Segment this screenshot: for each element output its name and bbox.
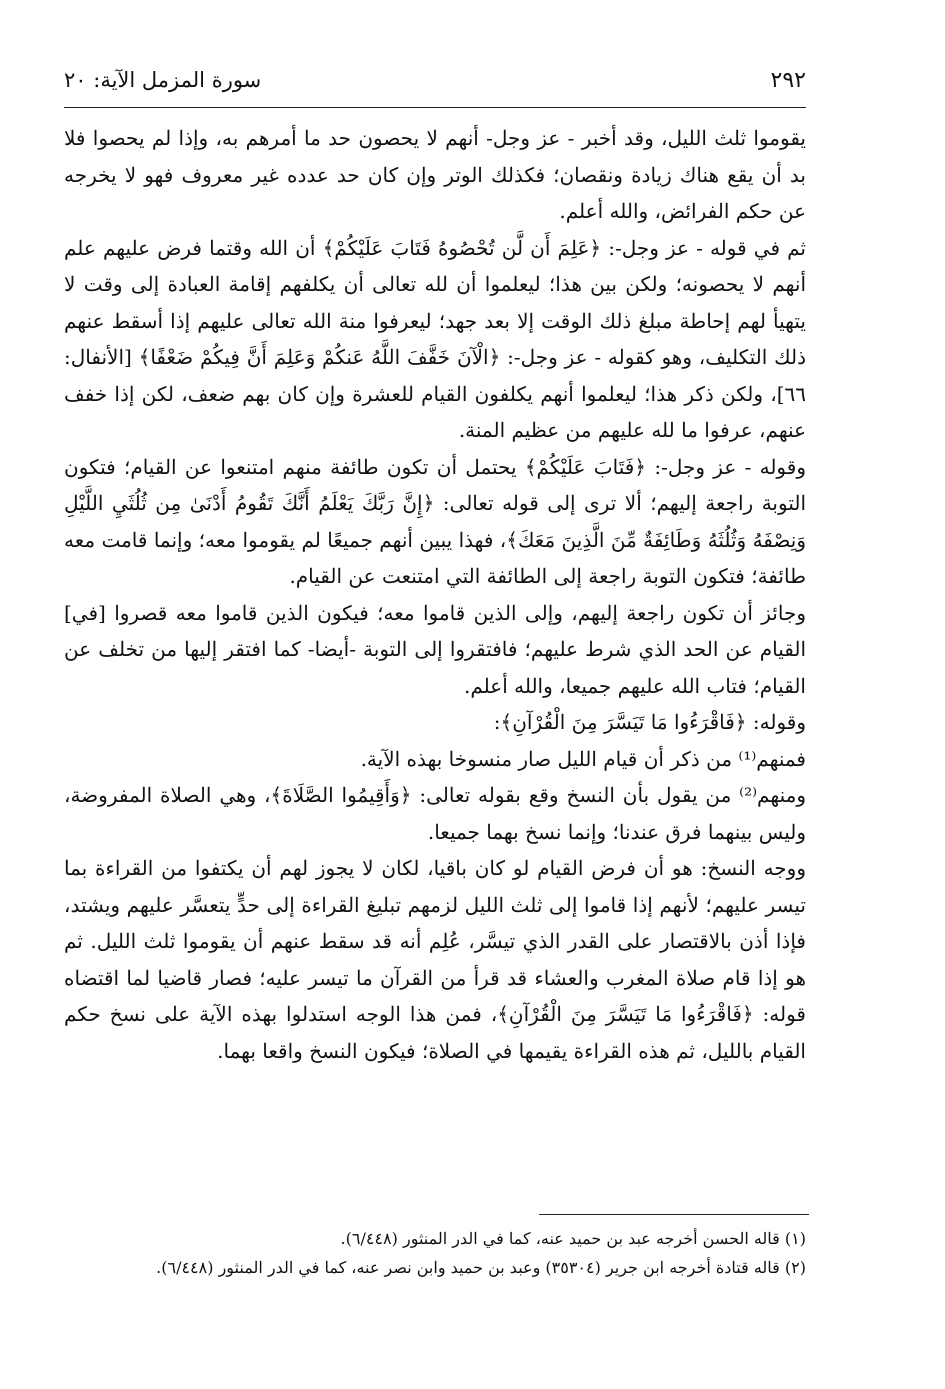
paragraph-1: يقوموا ثلث الليل، وقد أخبر - عز وجل- أنهم لا يحصون حد ما أمرهم به، وإذا لم يحصوا فلا بد أن يقع هناك زيادة ونقصان؛ فكذلك الوتر وإن كان حد عدده غير معروف فهو لا يخرجه عن حكم الفرائض، والله أعلم. — [64, 126, 806, 223]
footnote-1: (١) قاله الحسن أخرجه عبد بن حميد عنه، كما في الدر المنثور (٦/٤٤٨). — [340, 1229, 806, 1248]
main-text — [64, 120, 806, 1069]
paragraph-8: ووجه النسخ: هو أن فرض القيام لو كان باقيا، لكان لا يجوز لهم أن يكتفوا من القراءة بما تيسر عليهم؛ لأنهم إذا قاموا إلى ثلث الليل لزمهم تبليغ القراءة إلى حدٍّ يتعسَّر عليهم ويشتد، فإذا أذن بالاقتصار على القدر الذي تيسَّر، عُلِم أنه قد سقط عنهم أن يقوموا ثلث الليل. ثم هو إذا قام صلاة المغرب والعشاء قد قرأ من القرآن ما تيسر عليه؛ فصار قاضيا لما اقتضاه قوله: ﴿فَاقْرَءُوا مَا تَيَسَّرَ مِنَ الْقُرْآنِ﴾، فمن هذا الوجه استدلوا بهذه الآية على نسخ حكم القيام بالليل، ثم هذه القراءة يقيمها في الصلاة؛ فيكون النسخ واقعا بهما. — [64, 856, 806, 1063]
paragraph-2: ثم في قوله - عز وجل-: ﴿عَلِمَ أَن لَّن تُحْصُوهُ فَتَابَ عَلَيْكُمْ﴾ أن الله وقتما فرض عليهم علم أنهم لا يحصونه؛ ولكن بين هذا؛ ليعلموا أن لله تعالى أن يكلفهم إقامة العبادة إلى وقت لا يتهيأ لهم إحاطة مبلغ ذلك الوقت إلا بعد جهد؛ ليعرفوا منة الله تعالى عليهم إذا أسقط عنهم ذلك التكليف، وهو كقوله - عز وجل-: ﴿الْآنَ خَفَّفَ اللَّهُ عَنكُمْ وَعَلِمَ أَنَّ فِيكُمْ ضَعْفًا﴾ [الأنفال: ٦٦]، ولكن ذكر هذا؛ ليعلموا أنهم يكلفون القيام للعشرة وإن كان بهم ضعف، لكن إذا خفف عنهم، عرفوا ما لله عليهم من عظيم المنة. — [64, 235, 806, 442]
footnote-2: (٢) قاله قتادة أخرجه ابن جرير (٣٥٣٠٤) وعبد بن حميد وابن نصر عنه، كما في الدر المنثور (٦/٤٤٨). — [156, 1258, 806, 1277]
footnotes — [64, 1224, 806, 1282]
running-title: سورة المزمل الآية: ٢٠ — [64, 68, 262, 92]
page-header — [64, 68, 806, 108]
page-number: ٢٩٢ — [770, 68, 806, 93]
paragraph-5: وقوله: ﴿فَاقْرَءُوا مَا تَيَسَّرَ مِنَ الْقُرْآنِ﴾: — [493, 710, 806, 734]
paragraph-4: وجائز أن تكون راجعة إليهم، وإلى الذين قاموا معه؛ فيكون الذين قاموا معه قصروا [في] القيام عن الحد الذي شرط عليهم؛ فافتقروا إلى التوبة -أيضا- كما افتقر إليها من تخلف عن القيام؛ فتاب الله عليهم جميعا، والله أعلم. — [64, 600, 806, 698]
paragraph-3: وقوله - عز وجل-: ﴿فَتَابَ عَلَيْكُمْ﴾ يحتمل أن تكون طائفة منهم امتنعوا عن القيام؛ فتكون التوبة راجعة إليهم؛ ألا ترى إلى قوله تعالى: ﴿إِنَّ رَبَّكَ يَعْلَمُ أَنَّكَ تَقُومُ أَدْنَىٰ مِن ثُلُثَيِ اللَّيْلِ وَنِصْفَهُ وَثُلُثَهُ وَطَائِفَةٌ مِّنَ الَّذِينَ مَعَكَ﴾، فهذا يبين أنهم جميعًا لم يقوموا معه؛ وإنما قامت معه طائفة؛ فتكون التوبة راجعة إلى الطائفة التي امتنعت عن القيام. — [64, 454, 806, 588]
footnote-divider — [539, 1214, 809, 1215]
paragraph-6: فمنهم⁽¹⁾ من ذكر أن قيام الليل صار منسوخا بهذه الآية. — [360, 746, 806, 771]
paragraph-7: ومنهم⁽²⁾ من يقول بأن النسخ وقع بقوله تعالى: ﴿وَأَقِيمُوا الصَّلَاةَ﴾، وهي الصلاة المفروضة، وليس بينهما فرق عندنا؛ وإنما نسخ بهما جميعا. — [64, 783, 806, 844]
header-divider — [64, 107, 806, 108]
